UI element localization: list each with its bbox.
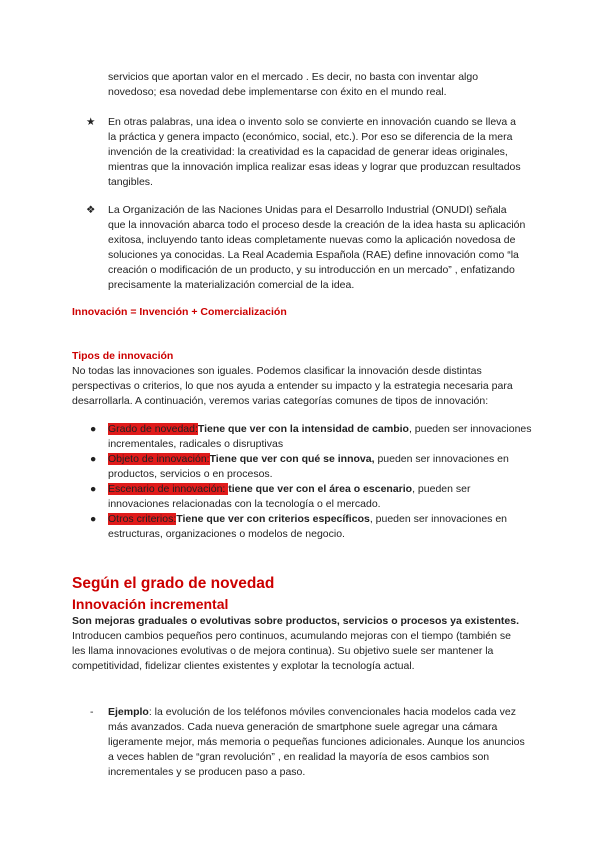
- continuation-paragraph: servicios que aportan valor en el mercado . Es decir, no basta con inventar algo novedoso; esa novedad debe implementarse con éxito en el mundo real.: [108, 71, 479, 98]
- tipos-intro-paragraph: No todas las innovaciones son iguales. Podemos clasificar la innovación desde distintas perspectivas o criterios, lo que nos ayuda a entender su impacto y la estrategia necesaria para desarrollarla. A continuación, veremos varias categorías comunes de tipos de innovación:: [72, 365, 513, 407]
- type-label-highlight: Objeto de innovación:: [108, 453, 210, 465]
- type-rest-text: , pueden ser innovaciones en estructuras, organizaciones o modelos de negocio.: [108, 513, 508, 540]
- incremental-paragraph: [72, 614, 527, 674]
- bullet-star-text: En otras palabras, una idea o invento solo se convierte en innovación cuando se lleva a la práctica y genera impacto (económico, social, etc.). Por eso se diferencia de la mera invención de la creatividad: la creatividad es la capacidad de generar ideas originales, mientras que la innovación implica realizar esas ideas y lograr que produzcan resultados tangibles.: [108, 116, 521, 188]
- type-rest-text: , pueden ser innovaciones incrementales, radicales o disruptivas: [108, 423, 532, 450]
- tipos-heading: Tipos de innovación: [72, 350, 174, 362]
- bullet-diamond-text: La Organización de las Naciones Unidas para el Desarrollo Industrial (ONUDI) señala que la innovación abarca todo el proceso desde la creación de la idea hasta su aplicación exitosa, incluyendo tanto ideas completamente nuevas como la aplicación novedosa de soluciones ya conocidas. La Real Academia Española (RAE) define innovación como “la creación o modificación de un producto, y su introducción en un mercado” , enfatizando precisamente la materialización comercial de la idea.: [108, 204, 526, 291]
- bullet-dot-icon: ●: [90, 513, 97, 525]
- star-icon: ★: [86, 116, 96, 128]
- type-rest-text: , pueden ser innovaciones relacionadas con la tecnología o el mercado.: [108, 483, 471, 510]
- incremental-bold-text: Son mejoras graduales o evolutivas sobre productos, servicios o procesos ya existentes.: [72, 615, 519, 627]
- subsection-heading: Innovación incremental: [72, 596, 229, 612]
- example-body: : la evolución de los teléfonos móviles convencionales hacia modelos cada vez más avanzados. Cada nueva generación de smartphone suele agregar una cámara ligeramente mejor, más memoria o pequeñas funciones adicionales. Aunque los anuncios a veces hablen de “gran revolución” , en realidad la mayoría de esos cambios son incrementales y se producen paso a paso.: [108, 706, 525, 778]
- example-text: [108, 705, 528, 780]
- list-item: [72, 452, 532, 482]
- type-bold-text: Tiene que ver con criterios específicos: [176, 513, 370, 525]
- type-label-highlight: Grado de novedad:: [108, 423, 198, 435]
- type-label-highlight: Otros criterios:: [108, 513, 177, 525]
- type-bold-text: tiene que ver con el área o escenario: [228, 483, 413, 495]
- bullet-dot-icon: ●: [90, 453, 97, 465]
- incremental-rest-text: Introducen cambios pequeños pero continuos, acumulando mejoras con el tiempo (también se les llama innovaciones evolutivas o de mejora continua). Su objetivo suele ser mantener la competitividad, fidelizar clientes existentes y explotar la tecnología actual.: [72, 630, 511, 672]
- list-item: [72, 482, 532, 512]
- list-item: [72, 422, 532, 452]
- example-label: Ejemplo: [108, 706, 149, 718]
- innovation-formula: Innovación = Invención + Comercialización: [72, 306, 287, 318]
- dash-icon: -: [90, 706, 94, 718]
- type-rest-text: pueden ser innovaciones en productos, servicios o en procesos.: [108, 453, 509, 480]
- type-bold-text: Tiene que ver con la intensidad de cambio: [197, 423, 409, 435]
- diamond-icon: ❖: [86, 204, 96, 216]
- bullet-dot-icon: ●: [90, 423, 97, 435]
- list-item: [72, 512, 532, 542]
- type-label-highlight: Escenario de innovación:: [108, 483, 229, 495]
- bullet-dot-icon: ●: [90, 483, 97, 495]
- type-bold-text: Tiene que ver con qué se innova,: [209, 453, 375, 465]
- section-heading: Según el grado de novedad: [72, 575, 275, 592]
- innovation-types-list: [72, 422, 532, 542]
